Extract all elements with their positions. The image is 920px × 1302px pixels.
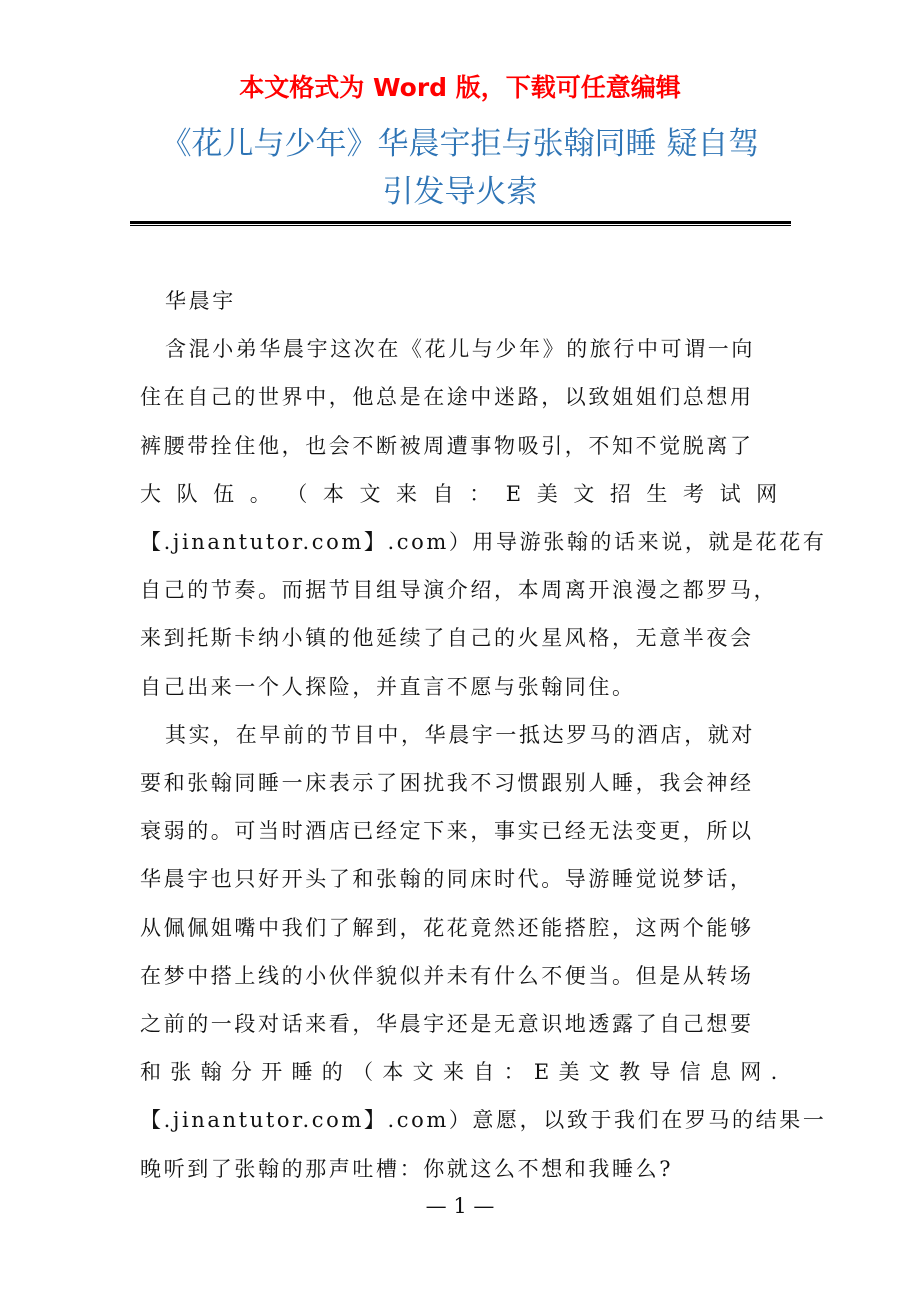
text-line: 之前的一段对话来看，华晨宇还是无意识地透露了自己想要 [140, 1012, 754, 1037]
char: 招 [609, 481, 634, 506]
text-line: 从佩佩姐嘴中我们了解到，花花竟然还能搭腔，这两个能够 [140, 915, 754, 940]
text-line: 自己出来一个人探险，并直言不愿与张翰同住。 [140, 674, 636, 699]
char: 息 [709, 1060, 734, 1085]
char: 信 [679, 1060, 704, 1085]
char: E [505, 481, 524, 506]
char: 美 [558, 1060, 583, 1085]
char: 睡 [291, 1060, 316, 1085]
char: ： [503, 1060, 528, 1085]
paragraph-1 [140, 325, 827, 711]
title-divider [130, 221, 791, 224]
text-line: 来到托斯卡纳小镇的他延续了自己的火星风格，无意半夜会 [140, 626, 754, 651]
text-line: 在梦中搭上线的小伙伴貌似并未有什么不便当。但是从转场 [140, 963, 754, 988]
page-number: — 1 — [425, 1194, 495, 1218]
paragraph-2 [140, 711, 827, 1193]
char: 自 [432, 481, 457, 506]
text-line-link: 【.jinantutor.com】.com）用导游张翰的话来说，就是花花有 [140, 530, 827, 555]
char: 生 [646, 481, 671, 506]
char: 张 [170, 1060, 194, 1085]
char: （ [352, 1060, 376, 1085]
char: 队 [176, 481, 201, 506]
text-line: 其实，在早前的节目中，华晨宇一抵达罗马的酒店，就对 [165, 722, 755, 747]
char: 伍 [213, 481, 237, 506]
char: 文 [573, 481, 597, 506]
char: 本 [322, 481, 347, 506]
char: 试 [719, 481, 744, 506]
title-line-2: 引发导火索 [382, 174, 538, 210]
char: （ [286, 481, 310, 506]
char: 文 [359, 481, 384, 506]
text-line-spread [140, 1048, 780, 1096]
text-line: 住在自己的世界中，他总是在途中迷路，以致姐姐们总想用 [140, 385, 754, 410]
char: 教 [619, 1060, 643, 1085]
char: 自 [473, 1060, 497, 1085]
format-notice: 本文格式为 Word 版，下载可任意编辑 [239, 73, 681, 102]
char: 来 [396, 481, 420, 506]
text-line: 华晨宇也只好开头了和张翰的同床时代。导游睡觉说梦话， [140, 867, 754, 892]
char: 的 [321, 1060, 346, 1085]
text-line: 裤腰带拴住他，也会不断被周遭事物吸引，不知不觉脱离了 [140, 433, 754, 458]
char: 文 [588, 1060, 613, 1085]
article-body [140, 277, 827, 1193]
char: E [533, 1060, 552, 1085]
text-line-link: 【.jinantutor.com】.com）意愿，以致于我们在罗马的结果一 [140, 1108, 827, 1133]
text-line: 晚听到了张翰的那声吐槽：你就这么不想和我睡么? [140, 1156, 674, 1181]
char: 和 [140, 1060, 164, 1085]
char: 网 [740, 1060, 764, 1085]
char: 翰 [200, 1060, 225, 1085]
char: 本 [382, 1060, 406, 1085]
char: 导 [649, 1060, 673, 1085]
char: 文 [412, 1060, 437, 1085]
char: 开 [261, 1060, 285, 1085]
text-line: 含混小弟华晨宇这次在《花儿与少年》的旅行中可谓一向 [165, 337, 755, 362]
title-divider-thin [130, 225, 791, 226]
text-line: 自己的节奏。而据节目组导演介绍，本周离开浪漫之都罗马， [140, 578, 778, 603]
title-line-1: 《花儿与少年》华晨宇拒与张翰同睡 疑自驾 [160, 126, 760, 162]
char: . [770, 1060, 780, 1085]
char: 来 [442, 1060, 467, 1085]
char: 考 [683, 481, 707, 506]
text-line-spread [140, 470, 780, 518]
char: 大 [140, 481, 164, 506]
byline: 华晨宇 [165, 289, 236, 313]
char: 分 [230, 1060, 255, 1085]
char: 网 [756, 481, 780, 506]
char: ： [469, 481, 493, 506]
text-line: 要和张翰同睡一床表示了困扰我不习惯跟别人睡，我会神经 [140, 771, 754, 796]
article-title [130, 120, 790, 216]
char: 美 [536, 481, 561, 506]
char: 。 [249, 481, 274, 506]
text-line: 衰弱的。可当时酒店已经定下来，事实已经无法变更，所以 [140, 819, 754, 844]
